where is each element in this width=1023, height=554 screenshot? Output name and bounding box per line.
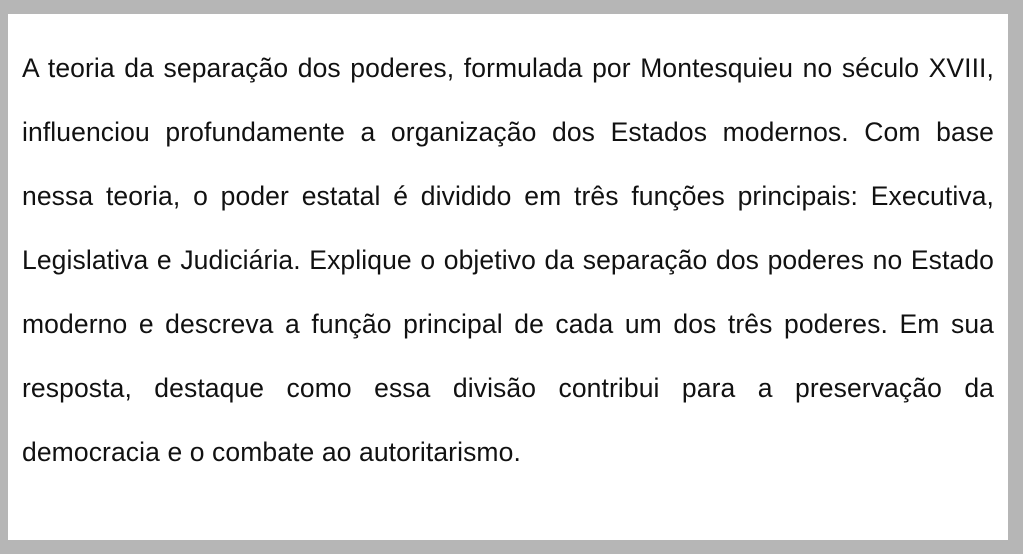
passage-text: A teoria da separação dos poderes, formulada por Montesquieu no século XVIII, influenciou profundamente a organização dos Estados modernos. Com base nessa teoria, o poder estatal é dividido em três funções principais: Executiva, Legislativa e Judiciária. Explique o objetivo da separação dos poderes no Estado moderno e descreva a função principal de cada um dos três poderes. Em sua resposta, destaque como essa divisão contribui para a preservação da democracia e o combate ao autoritarismo. (22, 53, 994, 467)
document-page (8, 14, 1008, 540)
